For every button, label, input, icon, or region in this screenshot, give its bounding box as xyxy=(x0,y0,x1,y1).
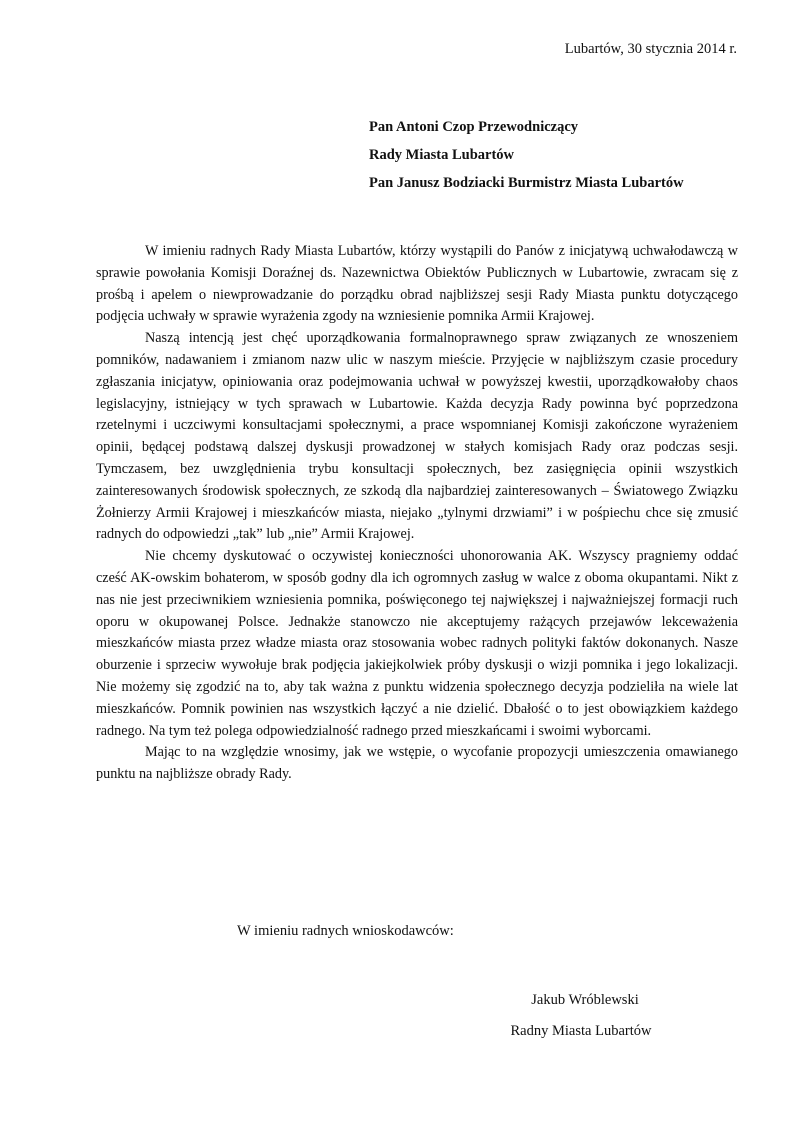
closing-line: W imieniu radnych wnioskodawców: xyxy=(237,923,454,939)
body-paragraph: Naszą intencją jest chęć uporządkowania formalnoprawnego spraw związanych ze wnoszeniem pomników, nadawaniem i zmianom nazw ulic w naszym mieście. Przyjęcie w najbliższym czasie procedury zgłaszania inicjatyw, opiniowania oraz podejmowania uchwał w powyższej kwestii, uporządkowałoby chaos legislacyjny, istniejący w tych sprawach w Lubartowie. Każda decyzja Rady powinna być poprzedzona rzetelnymi i uczciwymi konsultacjami społecznymi, a prace wspomnianej Komisji zakończone wyrażeniem opinii, będącej podstawą dalszej dyskusji prowadzonej w stałych komisjach Rady oraz podczas sesji. Tymczasem, bez uwzględnienia trybu konsultacji społecznych, bez zasięgnięcia opinii wszystkich zainteresowanych środowisk społecznych, ze szkodą dla najbardziej zainteresowanych – Światowego Związku Żołnierzy Armii Krajowej i mieszkańców miasta, niejako „tylnymi drzwiami” i w pośpiechu chce się zmusić radnych do odpowiedzi „tak” lub „nie” Armii Krajowej. xyxy=(96,330,738,543)
addressee-line: Pan Antoni Czop Przewodniczący xyxy=(369,119,579,135)
addressee-line: Rady Miasta Lubartów xyxy=(369,147,515,163)
signature-title: Radny Miasta Lubartów xyxy=(510,1023,652,1039)
body-paragraph: Nie chcemy dyskutować o oczywistej konieczności uhonorowania AK. Wszyscy pragniemy oddać cześć AK-owskim bohaterom, w sposób godny dla ich ogromnych zasług w walce z oboma okupantami. Nikt z nas nie jest przeciwnikiem wzniesienia pomnika, poświęconego tej największej i najważniejszej formacji ruch oporu w okupowanej Polsce. Jednakże stanowczo nie akceptujemy rażących przejawów lekceważenia mieszkańców miasta przez władze miasta oraz stosowania wobec radnych polityki faktów dokonanych. Nasze oburzenie i sprzeciw wywołuje brak podjęcia jakiejkolwiek próby dyskusji o wizji pomnika i jego lokalizacji. Nie możemy się zgodzić na to, aby tak ważna z punktu widzenia społecznego decyzja podzieliła na wiele lat mieszkańców. Pomnik powinien nas wszystkich łączyć a nie dzielić. Dbałość o to jest obowiązkiem każdego radnego. Na tym też polega odpowiedzialność radnego przed mieszkańcami i swoimi wyborcami. xyxy=(96,548,738,739)
body-paragraph: W imieniu radnych Rady Miasta Lubartów, którzy wystąpili do Panów z inicjatywą uchwałodawczą w sprawie powołania Komisji Doraźnej ds. Nazewnictwa Obiektów Publicznych w Lubartowie, zwracam się z prośbą i apelem o niewprowadzanie do porządku obrad najbliższej sesji Rady Miasta punktu dotyczącego podjęcia uchwały w sprawie wyrażenia zgody na wzniesienie pomnika Armii Krajowej. xyxy=(96,243,738,325)
addressee-line: Pan Janusz Bodziacki Burmistrz Miasta Lubartów xyxy=(369,175,684,191)
date-line: Lubartów, 30 stycznia 2014 r. xyxy=(564,41,737,57)
letter-body xyxy=(96,241,738,786)
signature-block xyxy=(486,991,676,1040)
signature-name: Jakub Wróblewski xyxy=(531,992,639,1008)
body-paragraph: Mając to na względzie wnosimy, jak we wstępie, o wycofanie propozycji umieszczenia omawianego punktu na najbliższe obrady Rady. xyxy=(96,744,738,783)
addressee-block xyxy=(369,118,684,202)
